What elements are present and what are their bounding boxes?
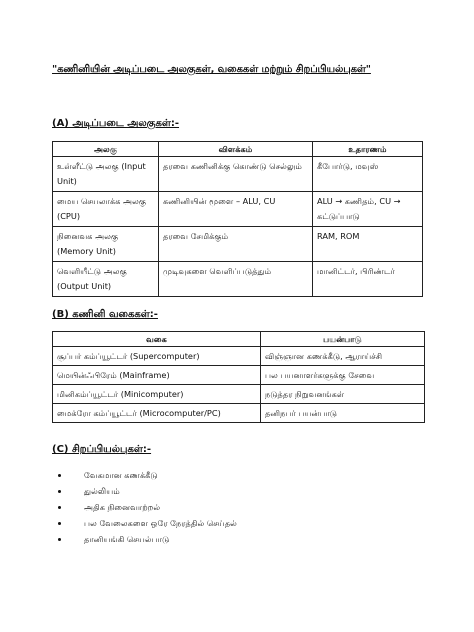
unit-cell: மைய செயலாக்க அலகு (CPU) xyxy=(53,192,159,227)
list-item: • பல வேலைகளை ஒரே நேரத்தில் செய்தல் xyxy=(70,515,237,531)
table-header-row xyxy=(53,142,423,157)
unit-cell: நினைவக அலகு (Memory Unit) xyxy=(53,227,159,262)
example-cell: கீபோர்டு, மவுஸ் xyxy=(313,157,423,192)
description-cell: கணினியின் மூளை – ALU, CU xyxy=(159,192,313,227)
list-item: • துல்லியம் xyxy=(70,483,237,499)
list-item: • வேகமான கணக்கீடு xyxy=(70,467,237,483)
description-cell: முடிவுகளை வெளிப்படுத்தும் xyxy=(159,262,313,297)
section-c-heading: (C) சிறப்பியல்புகள்:- xyxy=(52,444,152,455)
type-cell: மினிகம்ப்யூட்டர் (Minicomputer) xyxy=(53,385,261,404)
table-row xyxy=(53,404,425,423)
section-b-heading: (B) கணினி வகைகள்:- xyxy=(52,309,158,320)
column-header-unit: அலகு xyxy=(53,142,159,157)
table-row xyxy=(53,192,423,227)
column-header-type: வகை xyxy=(53,332,261,347)
column-header-example: உதாரணம் xyxy=(313,142,423,157)
unit-cell: உள்ளீட்டு அலகு (Input Unit) xyxy=(53,157,159,192)
column-header-description: விளக்கம் xyxy=(159,142,313,157)
example-cell: மானிட்டர், பிரிண்டர் xyxy=(313,262,423,297)
description-cell: தரவை கணினிக்கு கொண்டு செல்லும் xyxy=(159,157,313,192)
table-row xyxy=(53,385,425,404)
type-cell: மைக்ரோ கம்ப்யூட்டர் (Microcomputer/PC) xyxy=(53,404,261,423)
column-header-usage: பயன்பாடு xyxy=(261,332,425,347)
description-cell: தரவை சேமிக்கும் xyxy=(159,227,313,262)
type-cell: மெயின்ஃபிரேம் (Mainframe) xyxy=(53,366,261,385)
document-title: "கணினியின் அடிப்படை அலகுகள், வகைகள் மற்றும் சிறப்பியல்புகள்" xyxy=(52,64,371,75)
basic-units-table xyxy=(52,141,423,297)
list-item: • அதிக நினைவாற்றல் xyxy=(70,499,237,515)
unit-cell: வெளியீட்டு அலகு (Output Unit) xyxy=(53,262,159,297)
usage-cell: பல பயனாளர்களுக்கு சேவை xyxy=(261,366,425,385)
table-row xyxy=(53,366,425,385)
list-item: • தானியங்கி செயல்பாடு xyxy=(70,531,237,547)
section-a-heading: (A) அடிப்படை அலகுகள்:- xyxy=(52,118,180,129)
table-row xyxy=(53,262,423,297)
usage-cell: தனிநபர் பயன்பாடு xyxy=(261,404,425,423)
example-cell: RAM, ROM xyxy=(313,227,423,262)
type-cell: சூப்பர் கம்ப்யூட்டர் (Supercomputer) xyxy=(53,347,261,366)
table-row xyxy=(53,227,423,262)
usage-cell: நடுத்தர நிறுவனங்கள் xyxy=(261,385,425,404)
usage-cell: விஞ்ஞான கணக்கீடு, ஆராய்ச்சி xyxy=(261,347,425,366)
example-cell: ALU → கணிதம், CU → கட்டுப்பாடு xyxy=(313,192,423,227)
features-list xyxy=(56,467,237,547)
computer-types-table xyxy=(52,331,425,423)
table-row xyxy=(53,157,423,192)
table-row xyxy=(53,347,425,366)
table-header-row xyxy=(53,332,425,347)
